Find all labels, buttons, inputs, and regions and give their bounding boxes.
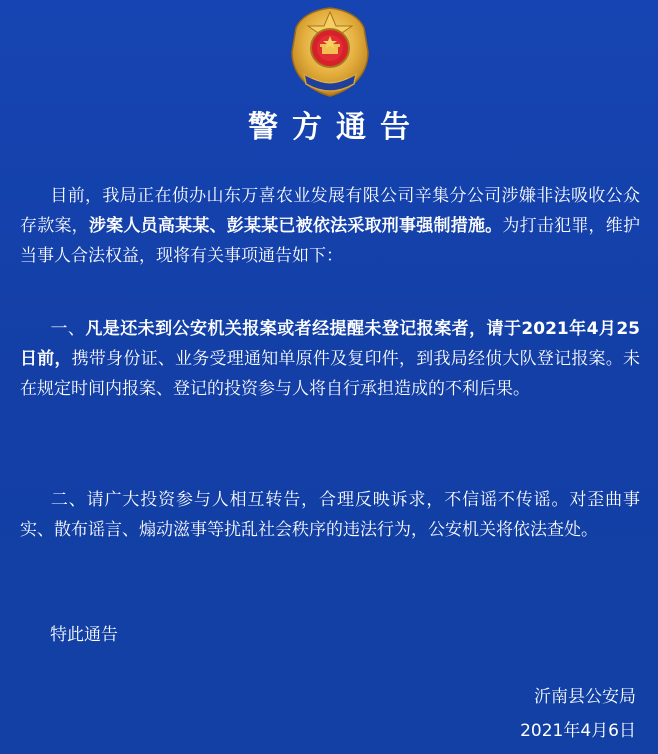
issuer-name: 沂南县公安局	[534, 687, 636, 707]
notice-title: 警方通告	[248, 110, 424, 145]
police-emblem-icon	[282, 4, 378, 100]
paragraph-item-1	[20, 314, 640, 404]
paragraph-closing	[20, 620, 640, 650]
paragraph-intro	[20, 181, 640, 271]
paragraph-item-2	[20, 485, 640, 545]
paragraph-segment: 携带身份证、业务受理通知单原件及复印件，到我局经侦大队登记报案。未在规定时间内报案、登记的投资参与人将自行承担造成的不利后果。	[20, 349, 641, 399]
paragraph-segment-bold: 涉案人员高某某、彭某某已被依法采取刑事强制措施。	[88, 216, 503, 236]
paragraph-segment: 二、请广大投资参与人相互转告，合理反映诉求，不信谣不传谣。对歪曲事实、散布谣言、煽动滋事等扰乱社会秩序的违法行为，公安机关将依法查处。	[20, 490, 640, 540]
paragraph-segment: 目前，我局正在侦办山东万喜农业发展有限公司辛集分公司涉嫌非法吸收公众存款案，	[20, 186, 640, 236]
paragraph-segment-bold: 凡是还未到公安机关报案或者经提醒未登记报案者，请于2021年4月25日前，	[20, 319, 641, 369]
paragraph-segment: 特此通告	[50, 625, 118, 645]
paragraph-segment: 为打击犯罪，维护当事人合法权益，现将有关事项通告如下：	[20, 216, 641, 266]
issue-date: 2021年4月6日	[520, 721, 636, 741]
paragraph-segment: 一、	[50, 319, 86, 339]
